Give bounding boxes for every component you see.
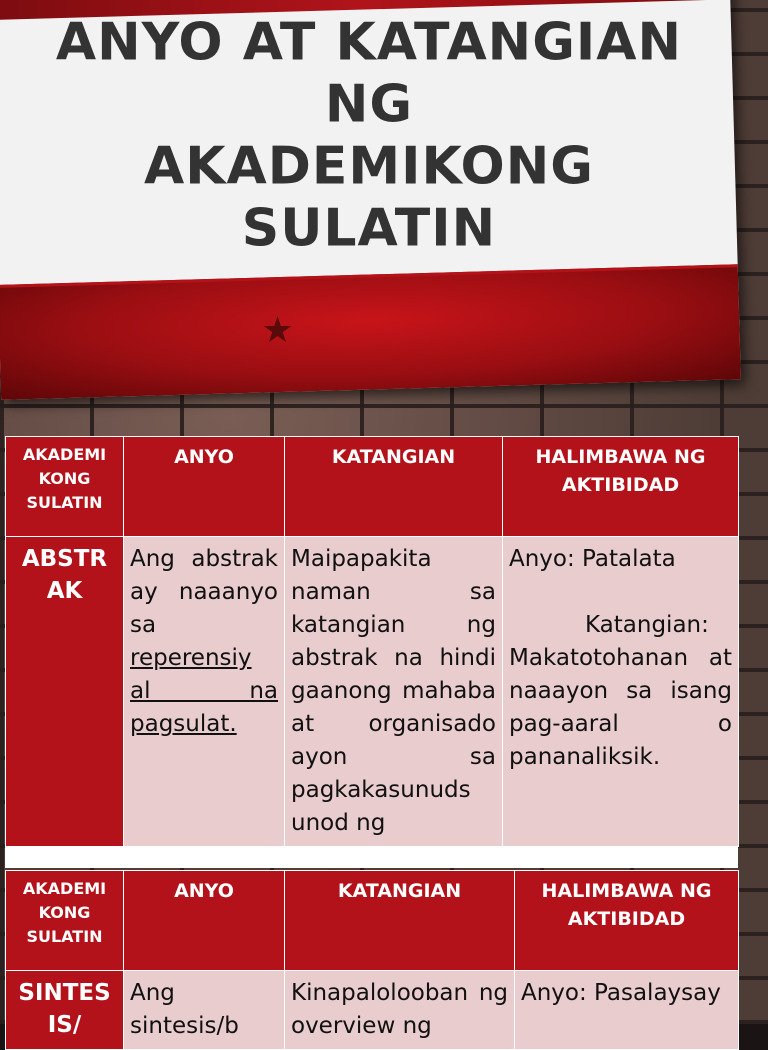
header-katangian: KATANGIAN bbox=[285, 871, 515, 971]
header-katangian: KATANGIAN bbox=[285, 437, 503, 537]
slide-title bbox=[24, 11, 714, 259]
header-akademikong-sulatin: AKADEMI KONG SULATIN bbox=[6, 437, 124, 537]
title-line-1: ANYO AT KATANGIAN bbox=[55, 12, 683, 73]
halimbawa-katangian: Katangian: Makatotohanan at naaayon sa isang pag-aaral o pananaliksik. bbox=[509, 612, 732, 770]
table-row bbox=[6, 971, 739, 1050]
star-icon: ★ bbox=[261, 310, 294, 352]
cell-katangian: Maipapakita naman sa katangian ng abstrak na hindi gaanong mahaba at organisado ayon sa pagkakasunuds unod ng bbox=[285, 537, 503, 847]
anyo-text: Ang abstrak ay naaanyo sa bbox=[130, 546, 278, 638]
cell-halimbawa: Anyo: Pasalaysay bbox=[515, 971, 739, 1050]
table-abstrak bbox=[5, 436, 738, 868]
halimbawa-anyo: Anyo: Patalata bbox=[509, 546, 676, 572]
title-line-2: NG bbox=[324, 74, 414, 135]
header-halimbawa: HALIMBAWA NG AKTIBIDAD bbox=[515, 871, 739, 971]
title-slide bbox=[0, 0, 741, 400]
cell-halimbawa bbox=[503, 537, 739, 847]
table-sintesis bbox=[5, 870, 738, 1039]
slide-red-band bbox=[0, 264, 741, 400]
header-akademikong-sulatin: AKADEMI KONG SULATIN bbox=[6, 871, 124, 971]
row-name-sintesis: SINTES IS/ bbox=[6, 971, 124, 1050]
header-halimbawa: HALIMBAWA NG AKTIBIDAD bbox=[503, 437, 739, 537]
row-name-abstrak: ABSTR AK bbox=[6, 537, 124, 847]
header-anyo: ANYO bbox=[124, 437, 285, 537]
anyo-underlined-text: reperensiy al na pagsulat. bbox=[130, 645, 278, 737]
table-row bbox=[6, 537, 739, 847]
header-anyo: ANYO bbox=[124, 871, 285, 971]
title-line-3: AKADEMIKONG bbox=[143, 136, 594, 197]
title-line-4: SULATIN bbox=[241, 198, 497, 259]
cell-anyo: Ang sintesis/b bbox=[124, 971, 285, 1050]
cell-katangian: Kinapalolooban ng overview ng bbox=[285, 971, 515, 1050]
cell-anyo bbox=[124, 537, 285, 847]
